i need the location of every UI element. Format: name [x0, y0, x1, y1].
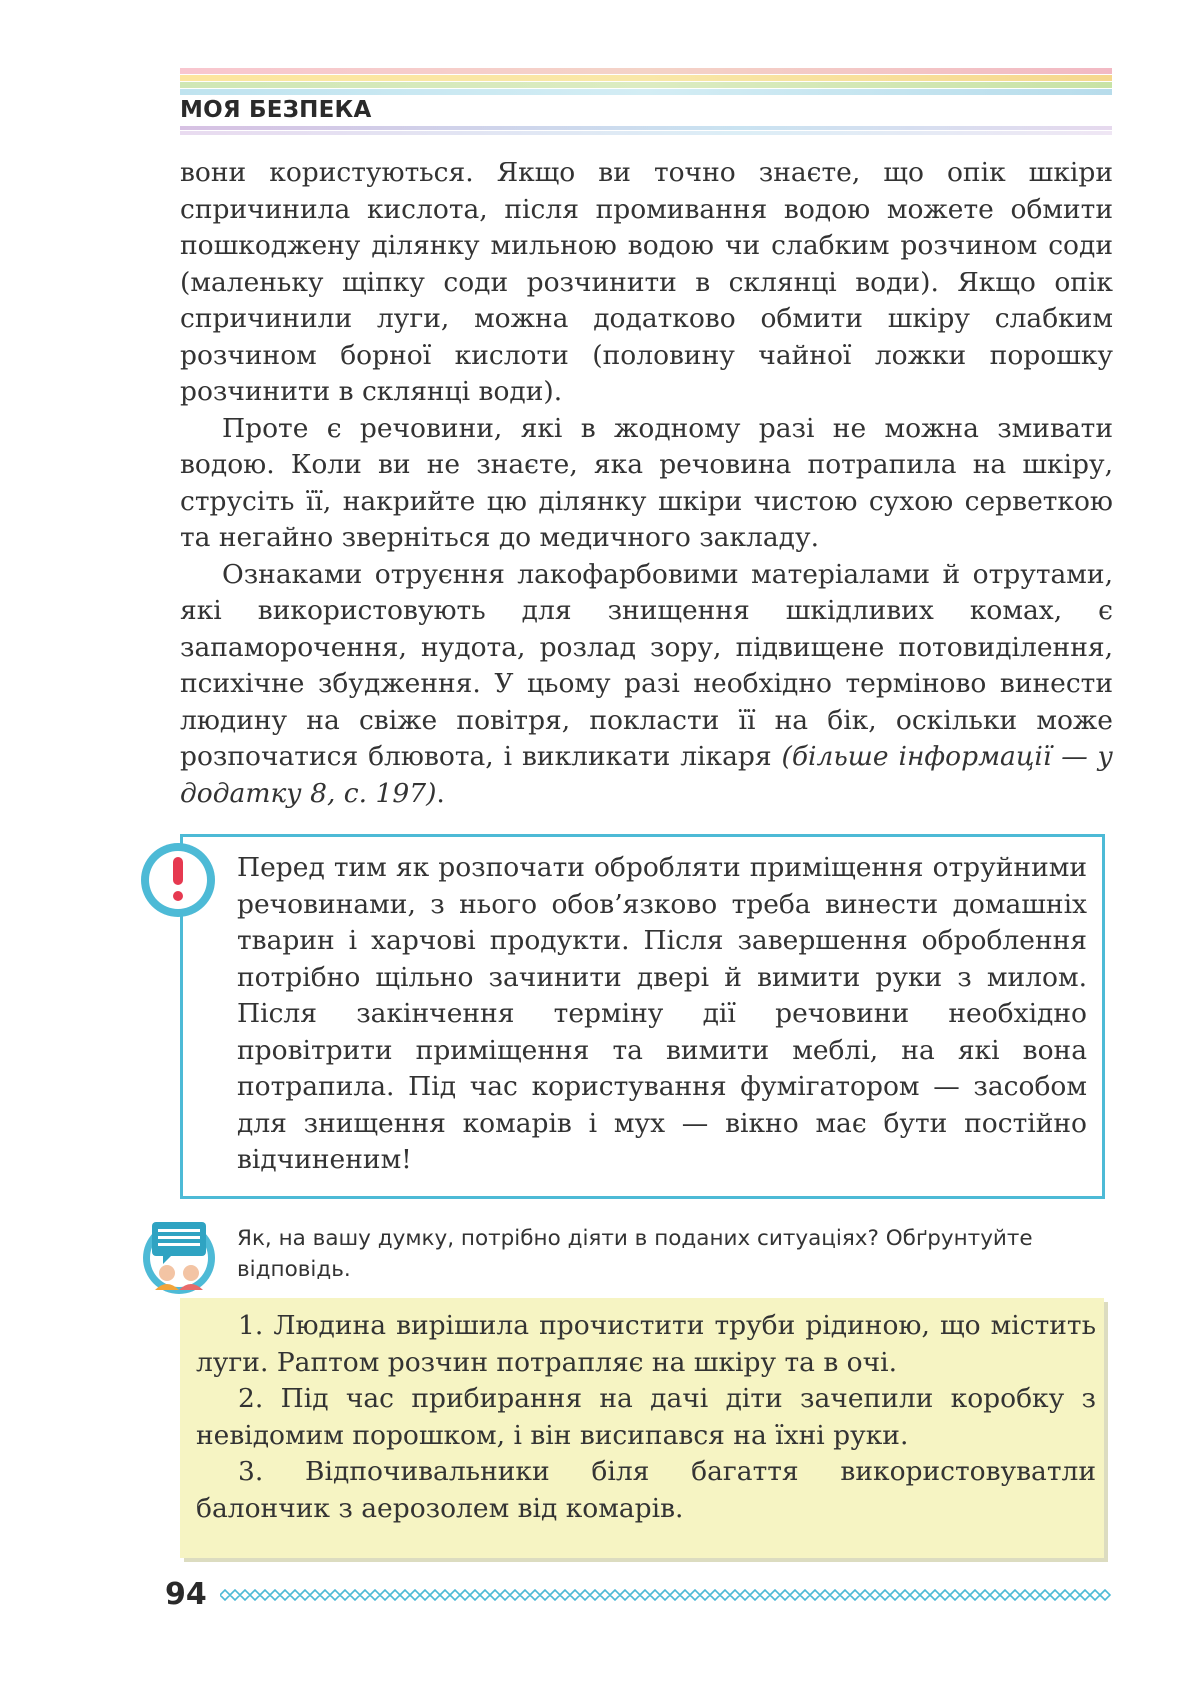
- paragraph-2: Проте є речовини, які в жодному разі не можна змивати водою. Коли ви не знаєте, яка речовина потрапила на шкіру, струсіть її, накрийте цю ділянку шкіри чистою сухою серветкою та негайно зверніться до медичного закладу.: [180, 412, 1113, 553]
- task-item-1: 1. Людина вирішила прочистити труби рідиною, що містить луги. Раптом розчин потрапляє на шкіру та в очі.: [196, 1310, 1096, 1378]
- exclamation-icon: [141, 843, 215, 917]
- paragraph-3: [180, 557, 1113, 813]
- paragraph-3-text: Ознаками отруєння лакофарбовими матеріалами й отрутами, які використовують для знищення шкідливих комах, є запаморочення, нудота, розлад зору, підвищене потовиділення, психічне збудження. У цьому разі необхідно терміново винести людину на свіже повітря, покласти її на бік, оскільки може розпочатися блювота, і викликати лікаря: [180, 558, 1113, 772]
- paragraph-1: вони користуються. Якщо ви точно знаєте, що опік шкіри спричинила кислота, після промивання водою можете обмити пошкоджену ділянку мильною водою чи слабким розчином соди (маленьку щіпку соди розчинити в склянці води). Якщо опік спричинили луги, можна додатково обмити шкіру слабким розчином борної кислоти (половину чайної ложки порошку розчинити в склянці води).: [180, 157, 1113, 407]
- task-item-3: 3. Відпочивальники біля багаття використовуватли балончик з аерозолем від комарів.: [196, 1456, 1096, 1524]
- section-title: МОЯ БЕЗПЕКА: [180, 97, 372, 123]
- header-underline-light: [180, 131, 1112, 135]
- paragraph-3-end: .: [436, 777, 445, 809]
- task-item-2: 2. Під час прибирання на дачі діти зачепили коробку з невідомим порошком, і він висипався на їхні руки.: [196, 1383, 1096, 1451]
- discussion-question: Як, на вашу думку, потрібно діяти в поданих ситуаціях? Обґрунтуйте відповідь.: [237, 1226, 1033, 1282]
- tasks-list: [196, 1308, 1096, 1527]
- header-stripe-pink: [180, 68, 1112, 74]
- page-number: 94: [165, 1577, 207, 1612]
- footer-wave-ornament: [220, 1589, 1112, 1601]
- warning-note-text: Перед тим як розпочати обробляти приміщення отруйними речовинами, з нього обов’язково треба винести домашніх тварин і харчові продукти. Після завершення оброблення потрібно щільно зачинити двері й вимити руки з милом. Після закінчення терміну дії речовини необхідно провітрити приміщення та вимити меблі, на які вона потрапила. Під час користування фумігатором — засобом для знищення комарів і мух — вікно має бути постійно відчиненим!: [237, 852, 1087, 1175]
- header-stripe-yellow: [180, 75, 1112, 81]
- discussion-icon: [141, 1218, 217, 1296]
- header-stripe-blue: [180, 89, 1112, 95]
- main-text: [180, 155, 1113, 812]
- appendix-reference: (більше інформації — у додатку 8, с. 197): [180, 741, 1113, 809]
- header-underline: [180, 126, 1112, 130]
- header-stripe-green: [180, 82, 1112, 88]
